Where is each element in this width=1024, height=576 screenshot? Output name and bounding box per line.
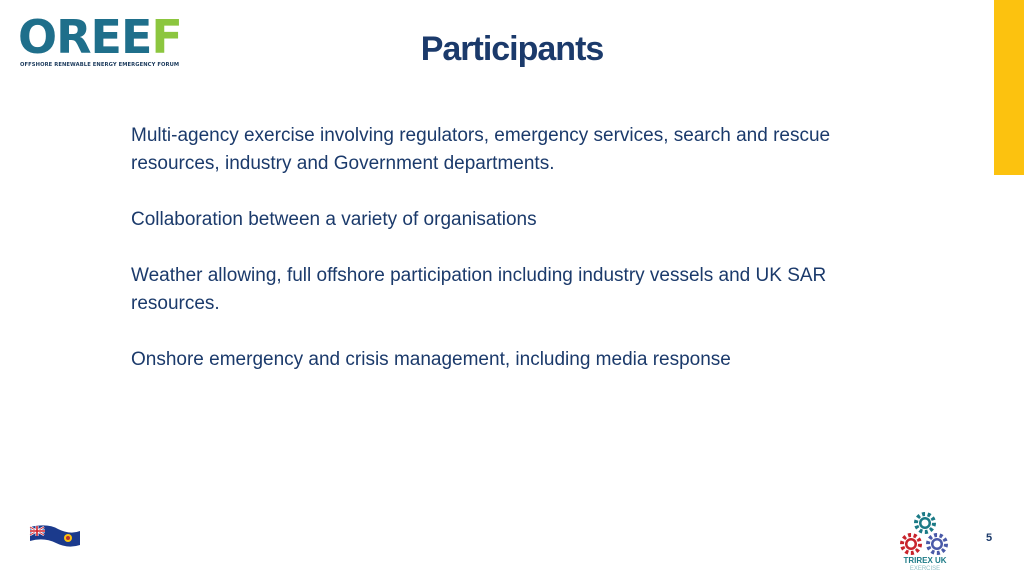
slide-body	[131, 122, 891, 402]
gears-icon	[892, 508, 958, 556]
accent-bar	[994, 0, 1024, 175]
slide-title: Participants	[420, 30, 604, 68]
oreef-wordmark: OREEF	[18, 10, 182, 64]
oreef-tagline: OFFSHORE RENEWABLE ENERGY EMERGENCY FORUM	[20, 62, 180, 68]
paragraph-collaboration: Collaboration between a variety of organisations	[131, 209, 537, 230]
page-number: 5	[986, 532, 993, 544]
trirex-subtitle: EXERCISE	[909, 566, 941, 572]
ensign-flag-icon	[28, 521, 82, 551]
paragraph-onshore: Onshore emergency and crisis management, including media response	[131, 349, 731, 370]
trirex-logo	[892, 508, 958, 576]
paragraph-multi-agency: Multi-agency exercise involving regulators, emergency services, search and rescue resources, industry and Government departments.	[131, 125, 831, 174]
trirex-name: TRIREX UK	[903, 556, 947, 565]
paragraph-offshore: Weather allowing, full offshore participation including industry vessels and UK SAR resources.	[131, 265, 827, 314]
